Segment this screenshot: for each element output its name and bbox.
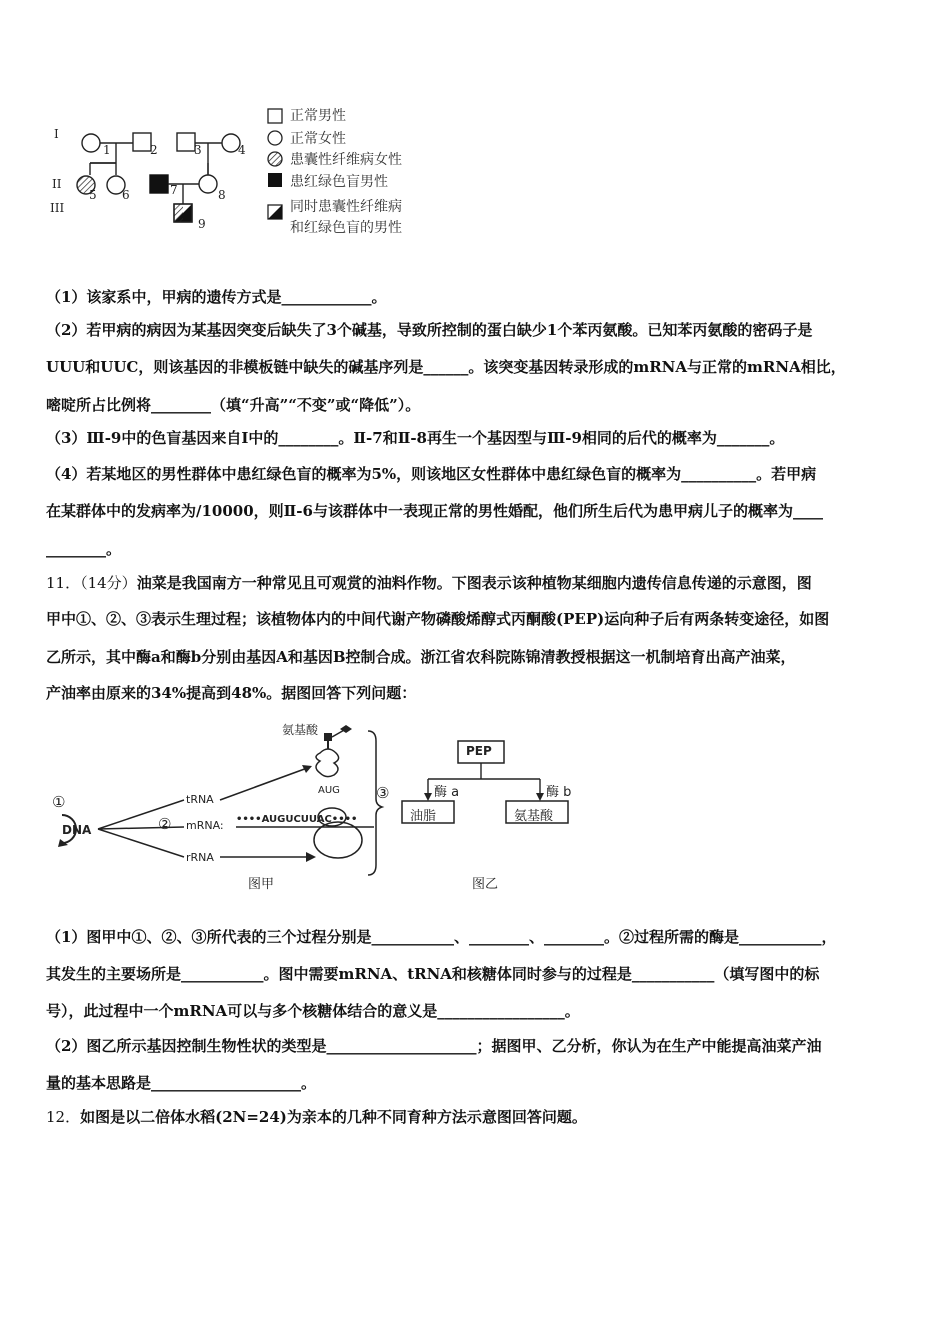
q11-intro-line2: 甲中①、②、③表示生理过程；该植物体内的中间代谢产物磷酸烯醇式丙酮酸(PEP)运向种子后有两条转变途径，如图 bbox=[46, 610, 830, 628]
figure-jia-diagram bbox=[40, 715, 390, 890]
trna-label: tRNA bbox=[186, 793, 214, 806]
figure-jia bbox=[40, 715, 390, 890]
member-label-3: 3 bbox=[194, 143, 202, 157]
generation-label-I: I bbox=[54, 127, 59, 141]
member-8 bbox=[199, 175, 217, 193]
q10-part4-line3: ________。 bbox=[46, 540, 122, 558]
member-label-1: 1 bbox=[103, 143, 111, 157]
q11-intro-line4: 产油率由原来的34%提高到48%。据图回答下列问题： bbox=[46, 684, 417, 702]
q10-part2-line2: UUU和UUC，则该基因的非模板链中缺失的碱基序列是______。该突变基因转录形成的mRNA与正常的mRNA相比， bbox=[46, 358, 846, 376]
amino-acid-box: 氨基酸 bbox=[514, 809, 554, 824]
legend-both-line2: 和红绿色盲的男性 bbox=[290, 220, 402, 236]
q12-line bbox=[46, 1107, 587, 1127]
q11-number: 11．（14分） bbox=[46, 574, 137, 592]
mark-2: ② bbox=[158, 815, 172, 833]
member-label-4: 4 bbox=[238, 143, 246, 157]
q11-part2-line2: 量的基本思路是____________________。 bbox=[46, 1074, 317, 1092]
mark-3: ③ bbox=[376, 784, 390, 802]
q11-part1-line2: 其发生的主要场所是___________。图中需要mRNA、tRNA和核糖体同时参与的过程是___________（填写图中的标 bbox=[46, 965, 820, 983]
member-7 bbox=[150, 175, 168, 193]
q10-part2-line1: （2）若甲病的病因为某基因突变后缺失了3个碱基，导致所控制的蛋白缺少1个苯丙氨酸。已知苯丙氨酸的密码子是 bbox=[46, 321, 813, 339]
legend-colorblind-male: 患红绿色盲男性 bbox=[290, 174, 388, 190]
pep-box: PEP bbox=[466, 744, 492, 758]
enzyme-a-label: 酶 a bbox=[434, 785, 460, 800]
q10-part4-line1: （4）若某地区的男性群体中患红绿色盲的概率为5%，则该地区女性群体中患红绿色盲的概率为__________。若甲病 bbox=[46, 465, 817, 483]
mark-1: ① bbox=[52, 793, 66, 811]
mrna-label: mRNA: bbox=[186, 819, 224, 832]
q10-part3: （3）Ⅲ-9中的色盲基因来自Ⅰ中的________。Ⅱ-7和Ⅱ-8再生一个基因型与Ⅲ-9相同的后代的概率为_______。 bbox=[46, 429, 785, 447]
q11-intro-text: 油菜是我国南方一种常见且可观赏的油料作物。下图表示该种植物某细胞内遗传信息传递的示意图，图 bbox=[136, 574, 812, 592]
amino-acid-label: 氨基酸 bbox=[282, 723, 319, 737]
pedigree-figure bbox=[40, 95, 460, 245]
dna-label: DNA bbox=[62, 823, 92, 837]
legend-normal-male: 正常男性 bbox=[290, 108, 346, 124]
member-label-6: 6 bbox=[122, 188, 130, 202]
generation-label-II: II bbox=[52, 177, 62, 191]
member-3 bbox=[177, 133, 195, 151]
q10-part1: （1）该家系中，甲病的遗传方式是____________。 bbox=[46, 288, 387, 306]
member-label-9: 9 bbox=[198, 217, 206, 231]
generation-label-III: III bbox=[50, 201, 65, 215]
mrna-sequence: ••••AUGUCUUAC•••• bbox=[236, 814, 358, 825]
legend-normal-female: 正常女性 bbox=[290, 131, 346, 147]
q11-part1-line3: 号），此过程中一个mRNA可以与多个核糖体结合的意义是_________________。 bbox=[46, 1002, 580, 1020]
enzyme-b-label: 酶 b bbox=[546, 785, 572, 800]
member-label-8: 8 bbox=[218, 188, 226, 202]
member-label-5: 5 bbox=[89, 188, 97, 202]
legend-cf-female: 患囊性纤维病女性 bbox=[290, 152, 402, 168]
q11-part1-line1: （1）图甲中①、②、③所代表的三个过程分别是___________、________、________。②过程所需的酶是___________， bbox=[46, 928, 837, 946]
aug-label: AUG bbox=[318, 785, 340, 796]
figure-yi-caption: 图乙 bbox=[472, 877, 499, 892]
member-1 bbox=[82, 134, 100, 152]
rrna-label: rRNA bbox=[186, 851, 214, 864]
member-label-7: 7 bbox=[170, 183, 178, 197]
q11-intro-line3: 乙所示，其中酶a和酶b分别由基因A和基因B控制合成。浙江省农科院陈锦清教授根据这一机制培育出高产油菜， bbox=[46, 648, 796, 666]
q10-part2-line3: 嘧啶所占比例将________（填“升高”“不变”或“降低”）。 bbox=[46, 396, 421, 414]
figure-yi bbox=[400, 735, 590, 890]
member-label-2: 2 bbox=[150, 143, 158, 157]
q12-number: 12． bbox=[46, 1108, 81, 1126]
legend-both-line1: 同时患囊性纤维病 bbox=[290, 199, 402, 215]
legend-symbols bbox=[266, 107, 286, 242]
q11-intro-line1 bbox=[46, 573, 812, 593]
oil-box: 油脂 bbox=[410, 809, 437, 824]
member-2 bbox=[133, 133, 151, 151]
q10-part4-line2: 在某群体中的发病率为/10000，则Ⅱ-6与该群体中一表现正常的男性婚配，他们所生后代为患甲病儿子的概率为____ bbox=[46, 502, 823, 520]
q12-text: 如图是以二倍体水稻(2N=24)为亲本的几种不同育种方法示意图回答问题。 bbox=[80, 1108, 587, 1126]
q11-part2-line1: （2）图乙所示基因控制生物性状的类型是____________________；据图甲、乙分析，你认为在生产中能提高油菜产油 bbox=[46, 1037, 822, 1055]
figure-jia-caption: 图甲 bbox=[248, 877, 275, 892]
